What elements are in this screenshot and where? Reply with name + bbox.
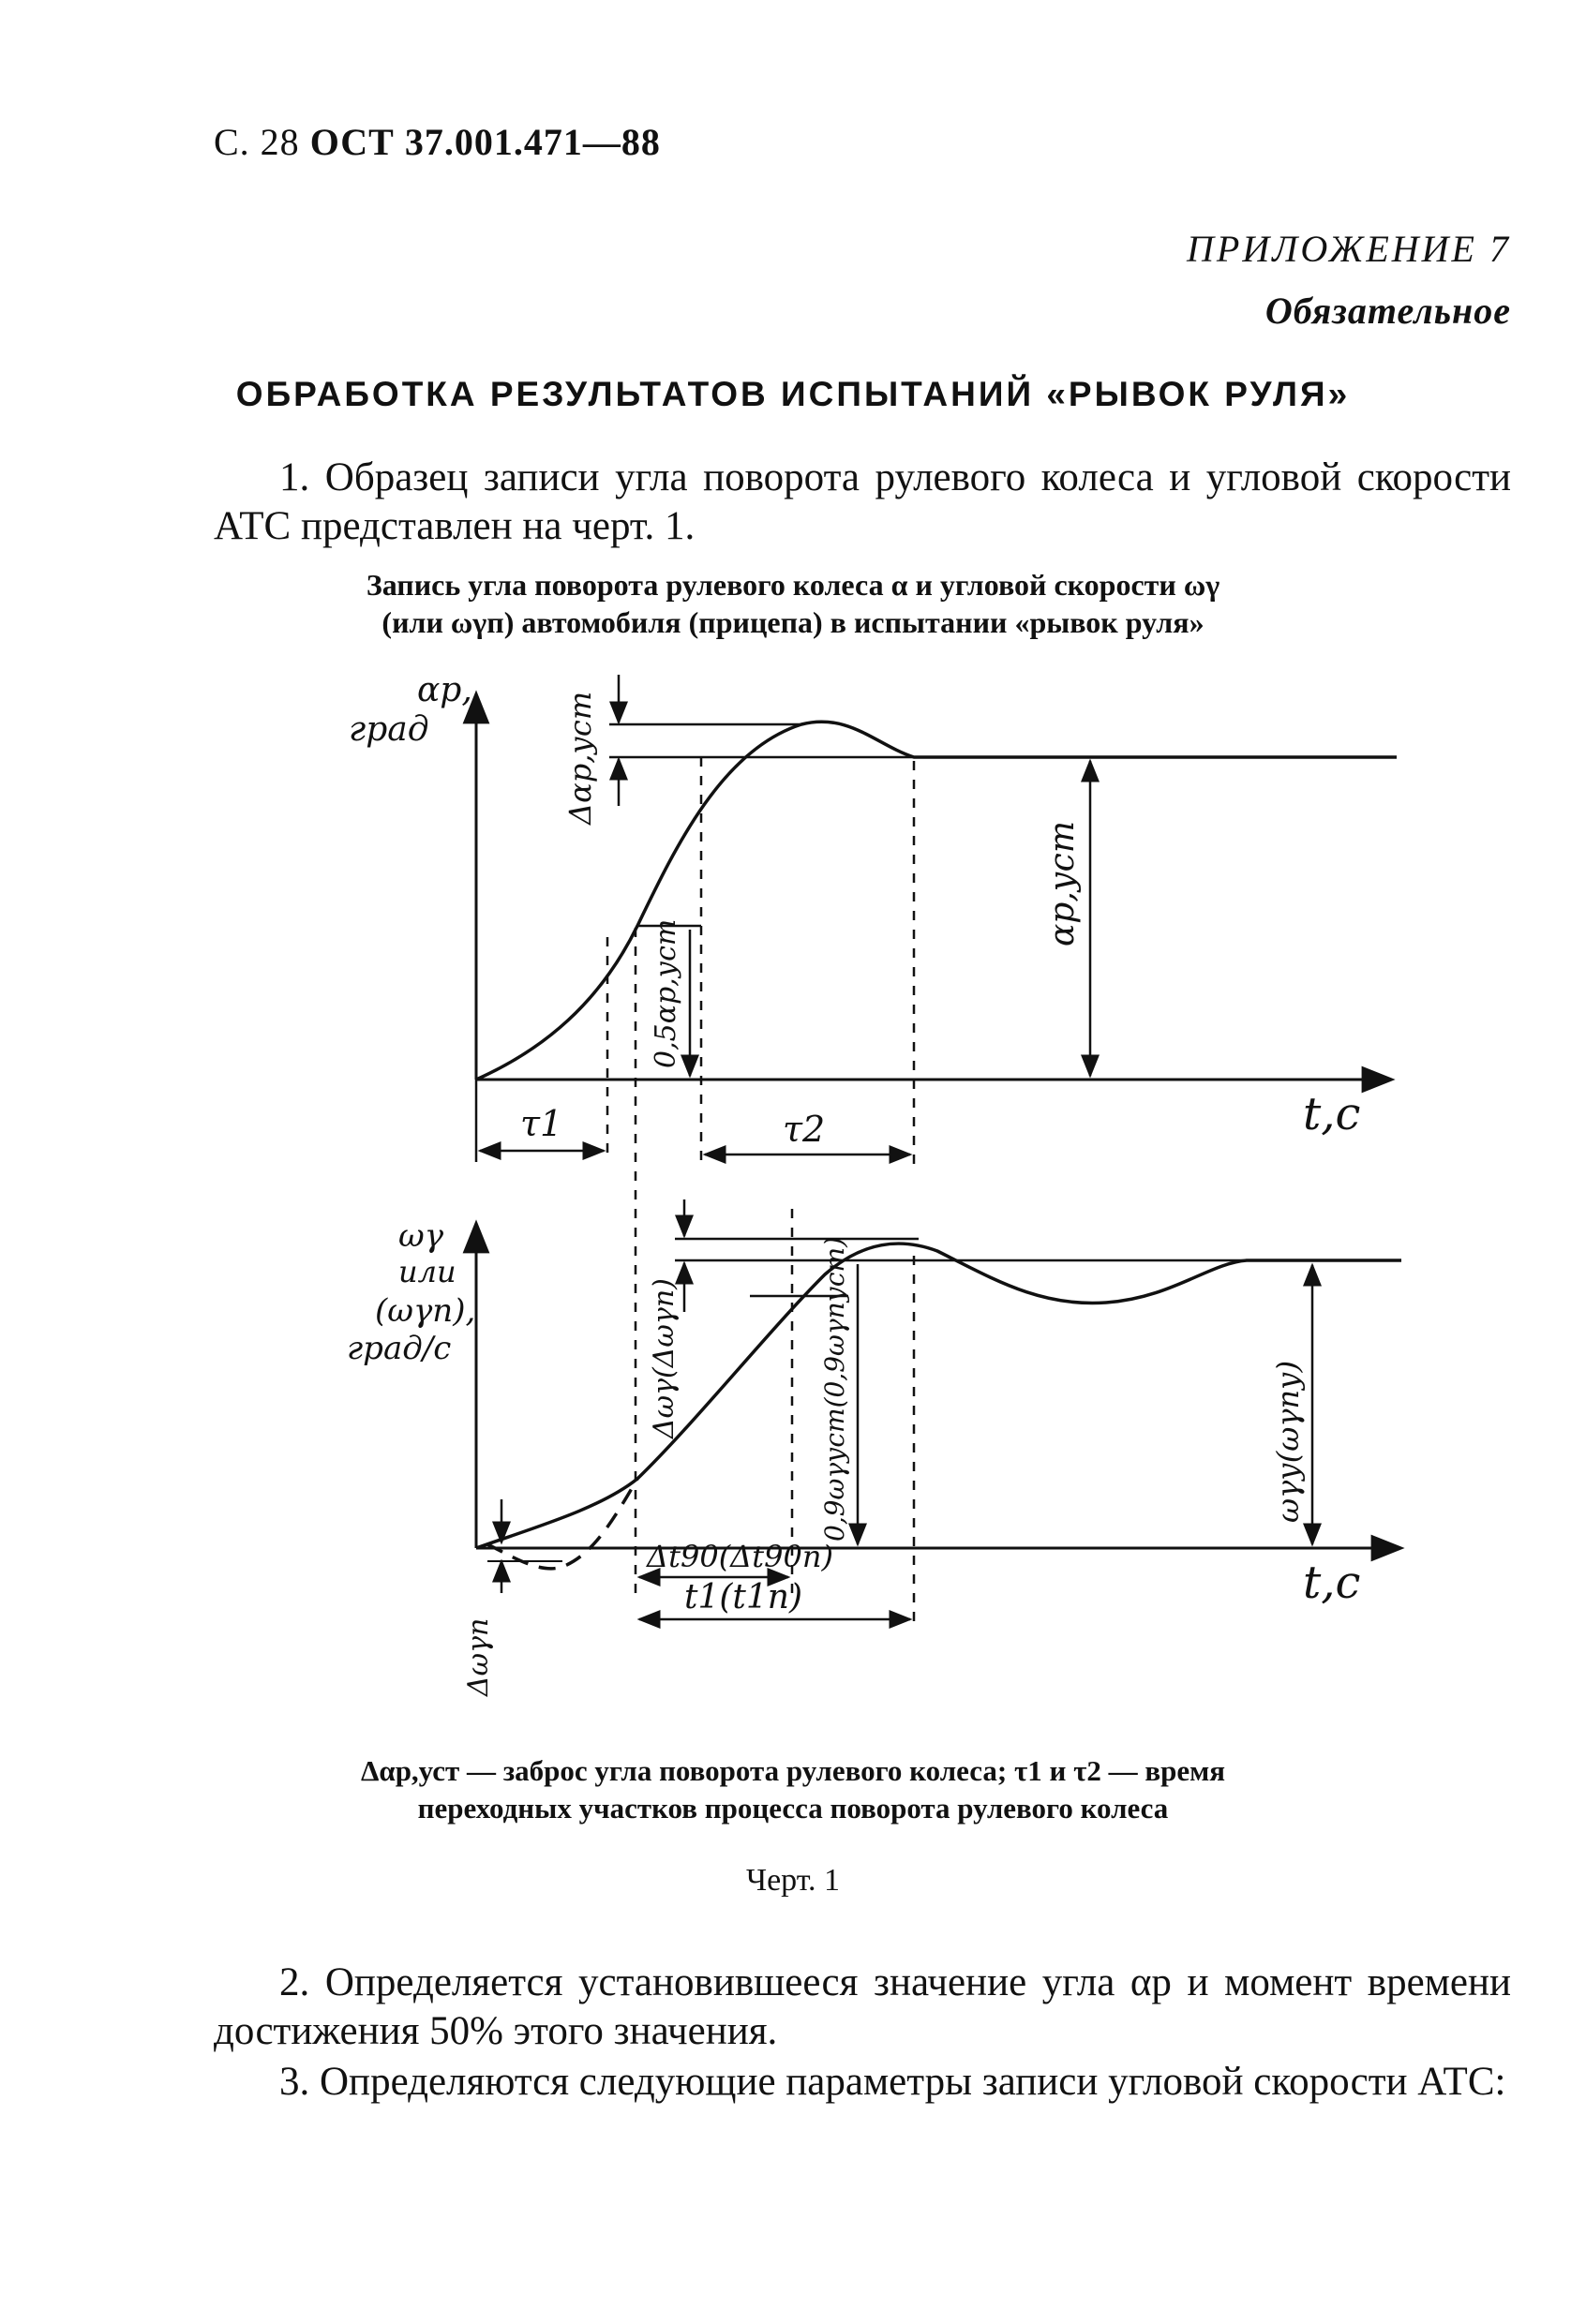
bottom-x-label: t,с: [1303, 1557, 1361, 1609]
figure-legend-line-1: Δαр,уст — заброс угла поворота рулевого колеса; τ1 и τ2 — время: [360, 1754, 1226, 1787]
paragraph-3: 3. Определяются следующие параметры записи угловой скорости АТС:: [279, 2060, 1506, 2104]
top-y-label-2: град: [349, 710, 429, 749]
top-delta-label: Δαр,уст: [562, 691, 598, 825]
top-steady-label: αр,уст: [1043, 821, 1082, 946]
bottom-initial-label: Δωγп: [462, 1617, 495, 1696]
top-x-label: t,с: [1303, 1088, 1361, 1140]
bottom-y-label-1: ωγ: [398, 1217, 444, 1255]
bottom-y-label-4: град/с: [347, 1330, 452, 1367]
bottom-chart: [476, 1199, 1401, 1621]
appendix-label: ПРИЛОЖЕНИЕ 7: [1187, 228, 1511, 270]
bottom-curve: [476, 1244, 1401, 1548]
figure-caption-line-2: (или ωγп) автомобиля (прицепа) в испытании «рывок руля»: [382, 605, 1204, 639]
standard-code: ОСТ 37.001.471—88: [309, 121, 661, 163]
figure-legend: [0, 1752, 1586, 1828]
top-chart: [476, 675, 1397, 1593]
tau2-label: τ2: [783, 1109, 826, 1150]
figure-caption-line-1: Запись угла поворота рулевого колеса α и угловой скорости ωγ: [366, 568, 1220, 602]
paragraph-2: 2. Определяется установившееся значение угла αр и момент времени достижения 50% этого значения.: [214, 1960, 1511, 2053]
appendix-status: Обязательное: [1264, 290, 1511, 332]
bottom-overshoot-label: Δωγ(Δωγп): [648, 1278, 681, 1438]
top-curve: [476, 722, 1397, 1080]
dt90-label: Δt90(Δt90п): [647, 1539, 833, 1574]
figure-legend-line-2: переходных участков процесса поворота рулевого колеса: [417, 1792, 1169, 1825]
top-half-label: 0,5αр,уст: [650, 918, 682, 1068]
t1-label: t1(t1п): [684, 1578, 803, 1616]
page-number: С. 28: [214, 121, 300, 163]
bottom-steady-label: ωγу(ωγпу): [1270, 1360, 1306, 1523]
section-title: ОБРАБОТКА РЕЗУЛЬТАТОВ ИСПЫТАНИЙ «РЫВОК РУЛЯ»: [235, 375, 1351, 413]
tau1-label: τ1: [520, 1103, 563, 1144]
bottom-ninety-label: 0,9ωγуст(0,9ωγпуст): [819, 1236, 850, 1542]
bottom-y-label-3: (ωγп),: [375, 1292, 476, 1330]
top-y-label-1: αр,: [417, 671, 472, 709]
bottom-y-label-2: или: [398, 1254, 456, 1289]
paragraph-1: 1. Образец записи угла поворота рулевого колеса и угловой скорости АТС представлен на черт. 1.: [214, 455, 1511, 548]
figure-number: Черт. 1: [745, 1863, 841, 1898]
